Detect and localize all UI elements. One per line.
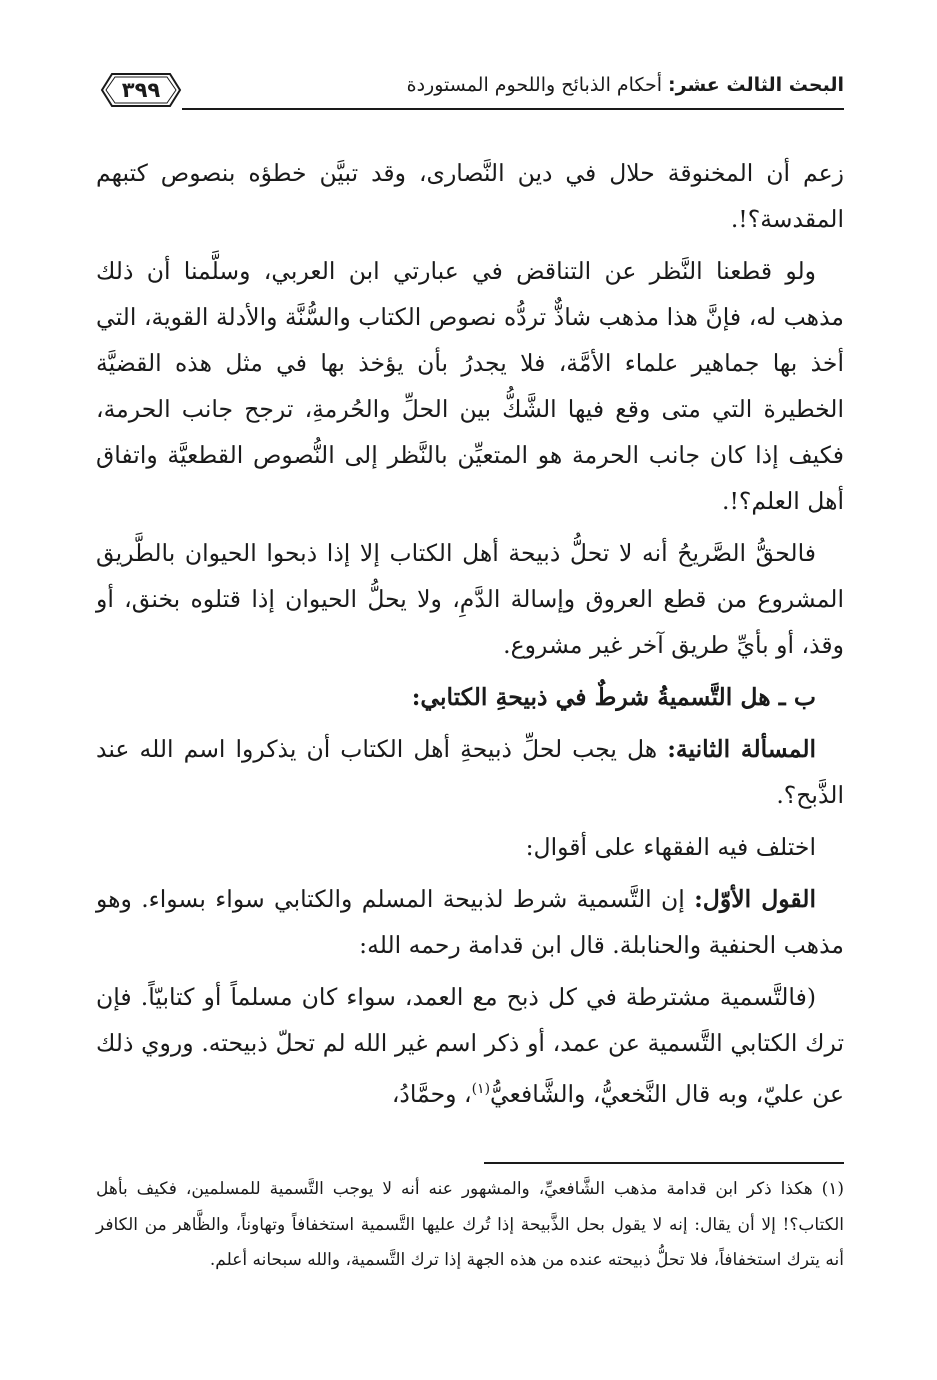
page-number-frame: [100, 68, 182, 112]
running-title: [407, 74, 844, 96]
footnote-separator: [484, 1162, 844, 1164]
page-header: [96, 68, 844, 124]
footnotes: [96, 1172, 844, 1279]
quotation-text: (فالتَّسمية مشترطة في كل ذبح مع العمد، سواء كان مسلماً أو كتابيّاً. فإن ترك الكتابي التَّسمية عن عمد، أو ذكر اسم غير الله لم تحلّ ذبيحته. وروي ذلك عن عليّ، وبه قال النَّخعيُّ، والشَّافعيُّ: [96, 983, 844, 1108]
running-title-topic: أحكام الذبائح واللحوم المستوردة: [406, 74, 669, 96]
paragraph-1: زعم أن المخنوقة حلال في دين النَّصارى، وقد تبيَّن خطؤه بنصوص كتبهم المقدسة؟!.: [96, 159, 844, 233]
first-opinion: [96, 876, 844, 968]
question-2: [96, 726, 844, 818]
page-number: ٣٩٩: [121, 78, 161, 102]
running-title-section: البحث الثالث عشر:: [668, 74, 844, 96]
header-rule: [182, 108, 844, 110]
quotation: [96, 974, 844, 1117]
question-2-label: المسألة الثانية:: [667, 735, 817, 763]
paragraph-4: اختلف فيه الفقهاء على أقوال:: [525, 833, 816, 861]
paragraph-2: ولو قطعنا النَّظر عن التناقض في عبارتي ابن العربي، وسلَّمنا أن ذلك مذهب له، فإنَّ هذا مذهب شاذٌّ تردُّه نصوص الكتاب والسُّنَّة والأدلة القوية، التي أخذ بها جماهير علماء الأمَّة، فلا يجدرُ بأن يؤخذ بها في مثل هذه القضيَّة الخطيرة التي متى وقع فيها الشَّكُّ بين الحلِّ والحُرمةِ، ترجح جانب الحرمة، فكيف إذا كان جانب الحرمة هو المتعيِّن بالنَّظر إلى النُّصوص القطعيَّة واتفاق أهل العلم؟!.: [96, 257, 844, 515]
question-2-text: هل يجب لحلِّ ذبيحةِ أهل الكتاب أن يذكروا اسم الله عند الذَّبح؟.: [96, 735, 844, 809]
paragraph-3: فالحقُّ الصَّريحُ أنه لا تحلُّ ذبيحة أهل الكتاب إلا إذا ذبحوا الحيوان بالطَّريق المشروع من قطع العروق وإسالة الدَّمِ، ولا يحلُّ الحيوان إذا قتلوه بخنق، أو وقذ، أو بأيِّ طريق آخر غير مشروع.: [96, 539, 844, 659]
footnote-marker: (١): [471, 1081, 491, 1097]
section-heading-b: ب ـ هل التَّسميةُ شرطٌ في ذبيحةِ الكتابي:: [411, 683, 816, 711]
quotation-end: ، وحمَّادُ،: [391, 1079, 472, 1108]
first-opinion-text: إن التَّسمية شرط لذبيحة المسلم والكتابي سواء بسواء. وهو مذهب الحنفية والحنابلة. قال ابن قدامة رحمه الله:: [96, 885, 844, 959]
first-opinion-label: القول الأوّل:: [694, 885, 816, 913]
main-text: [96, 150, 844, 1123]
footnote-1: (١) هكذا ذكر ابن قدامة مذهب الشَّافعيِّ، والمشهور عنه أنه لا يوجب التَّسمية للمسلمين، فكيف بأهل الكتاب؟! إلا أن يقال: إنه لا يقول بحل الذَّبيحة إذا تُرك عليها التَّسمية استخفافاً وتهاوناً، والظَّاهر من الكافر أنه يترك استخفافاً، فلا تحلُّ ذبيحته عنده من هذه الجهة إذا ترك التَّسمية، والله سبحانه أعلم.: [96, 1179, 844, 1270]
